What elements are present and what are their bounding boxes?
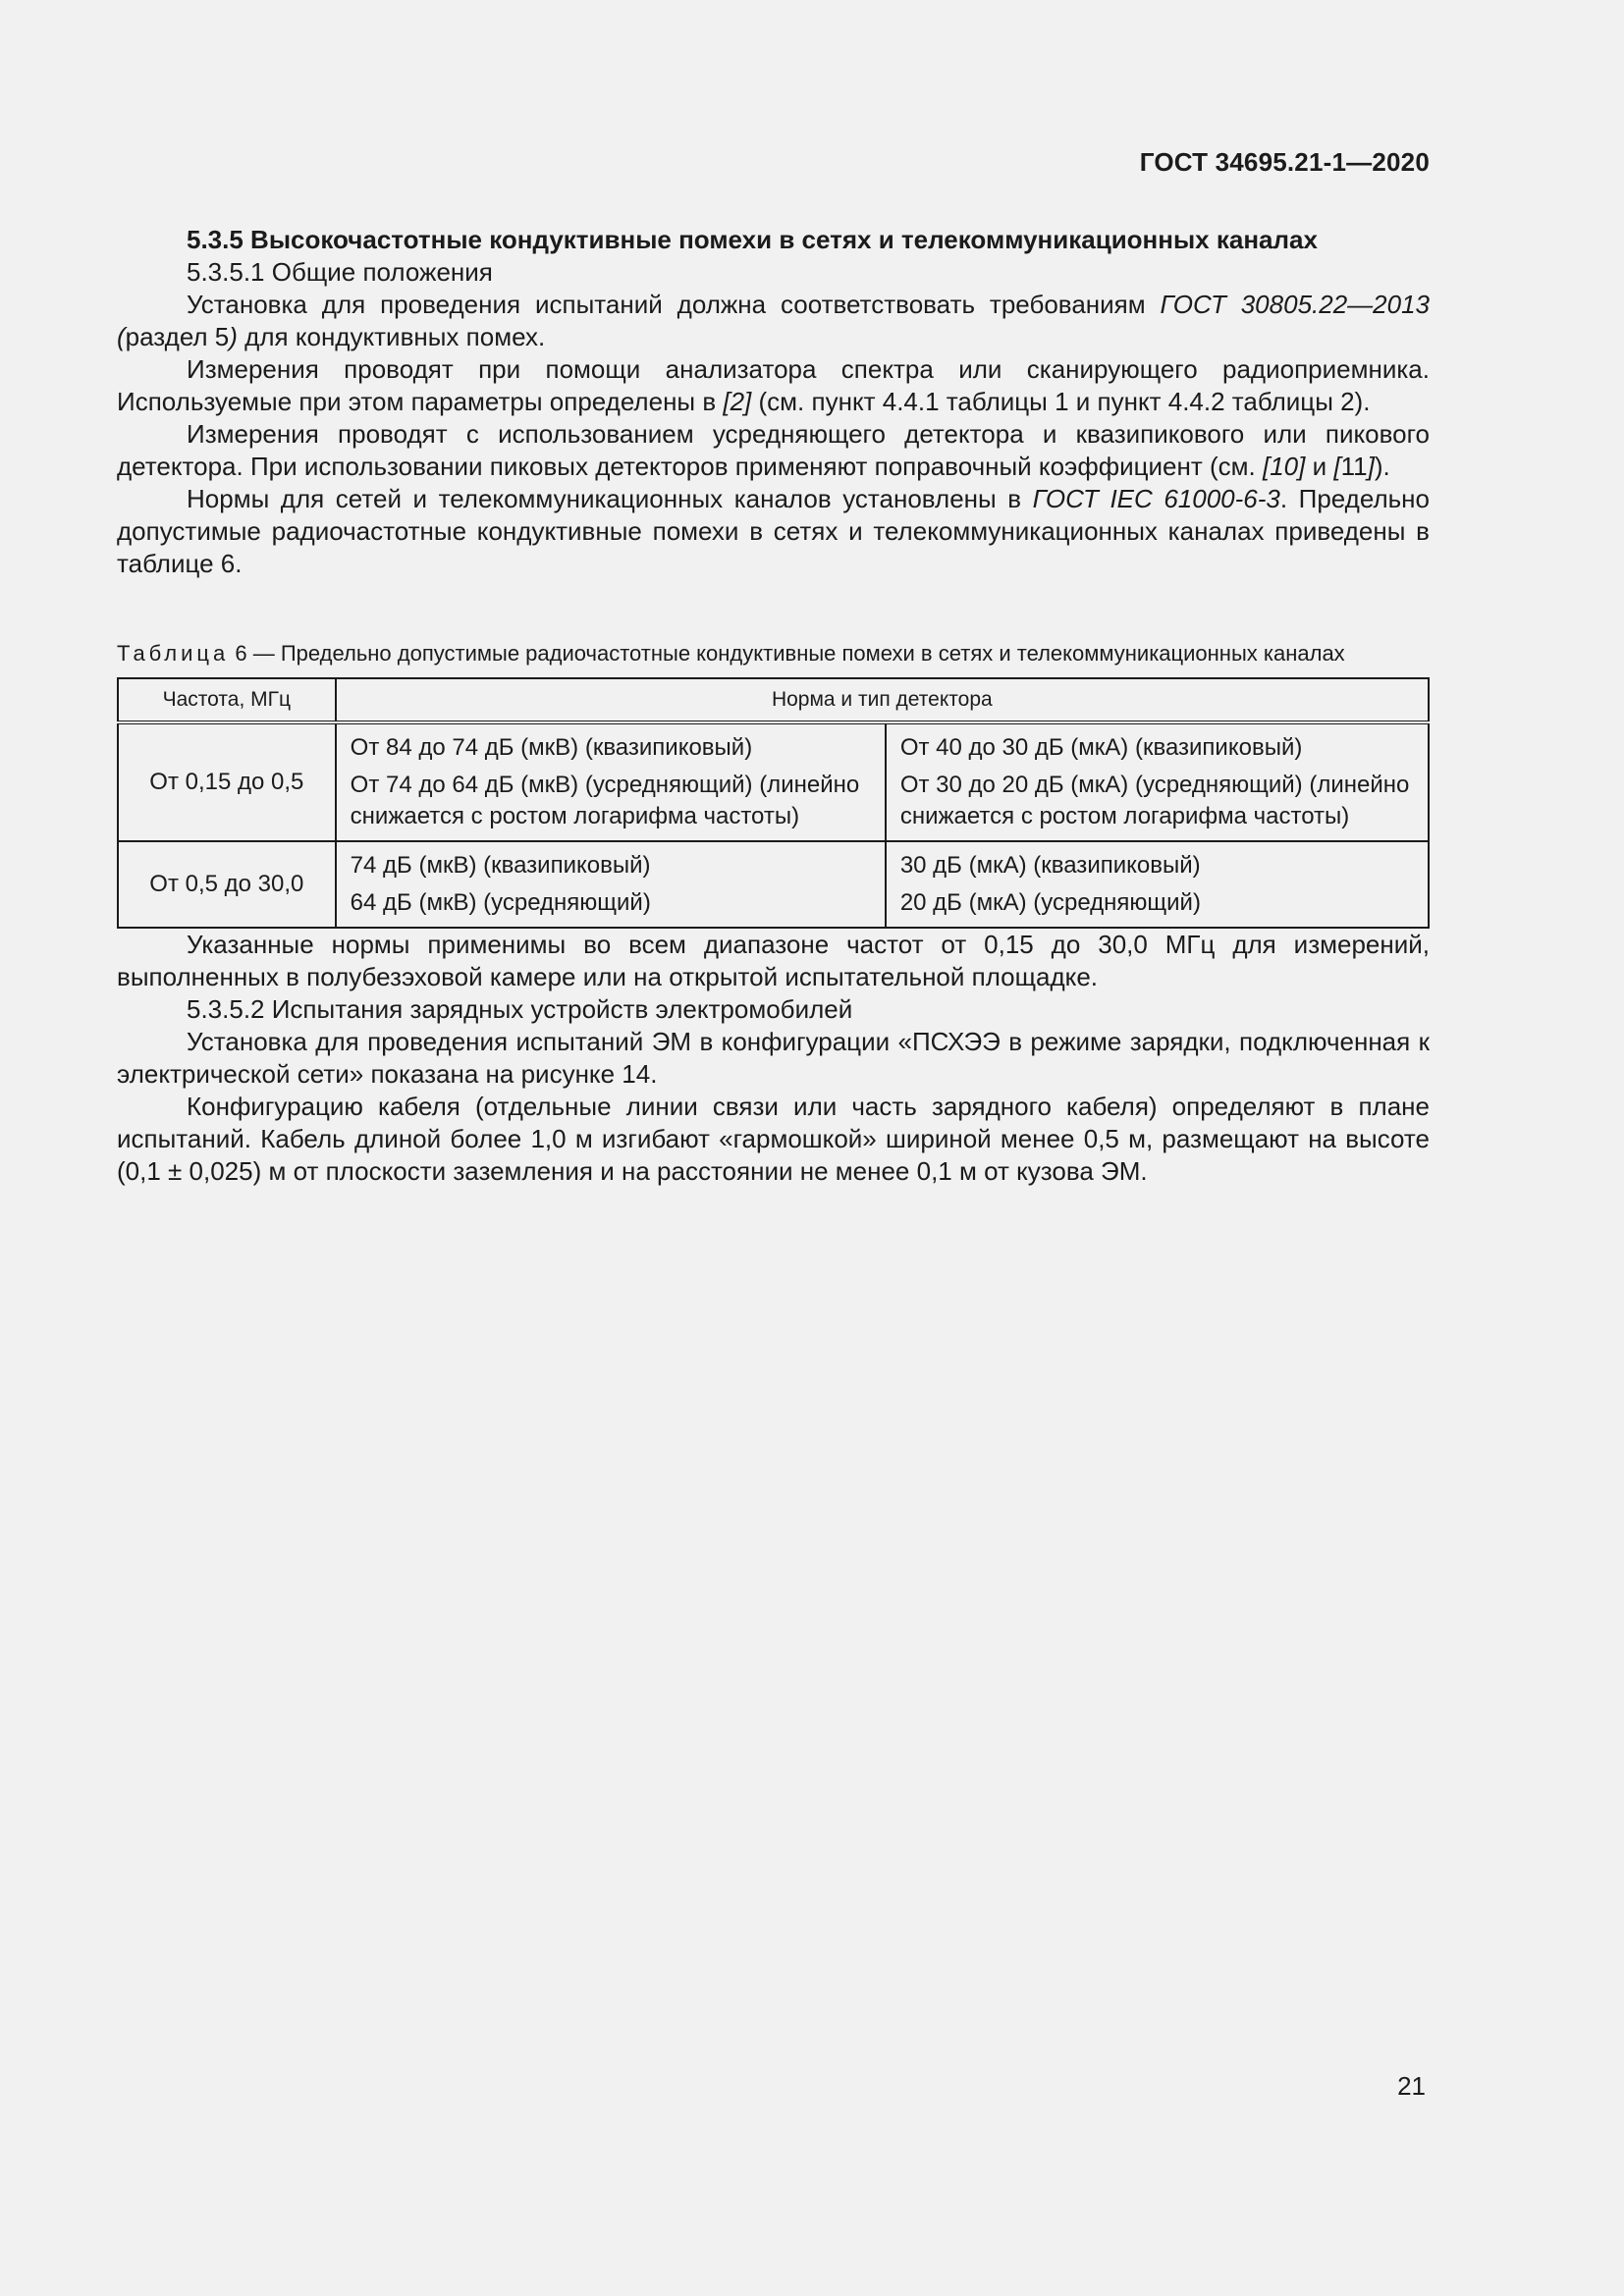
table-cell-voltage: От 84 до 74 дБ (мкВ) (квазипиковый) От 74 до 64 дБ (мкВ) (усредняющий) (линейно снижается с ростом логарифма частоты) (336, 722, 886, 841)
paragraph-applicability: Указанные нормы применимы во всем диапазоне частот от 0,15 до 30,0 МГц для измерений, выполненных в полубезэховой камере или на открытой испытательной площадке. (117, 930, 1430, 991)
page-number: 21 (1397, 2071, 1426, 2101)
subsection-heading: 5.3.5.1 Общие положения (187, 257, 493, 287)
paragraph-detectors: Измерения проводят с использованием усредняющего детектора и квазипикового или пикового детектора. При использовании пиковых детекторов применяют поправочный коэффициент (см. [10] и [11]). (117, 419, 1430, 481)
paragraph-cable-config: Конфигурацию кабеля (отдельные линии связи или часть зарядного кабеля) определяют в плане испытаний. Кабель длиной более 1,0 м изгибают «гармошкой» шириной менее 0,5 м, размещают на высоте (0,1 ± 0,025) м от плоскости заземления и на расстоянии не менее 0,1 м от кузова ЭМ. (117, 1092, 1430, 1186)
paragraph-norms: Нормы для сетей и телекоммуникационных каналов установлены в ГОСТ IEC 61000-6-3. Предельно допустимые радиочастотные кондуктивные помехи в сетях и телекоммуникационных каналах приведены в таблице 6. (117, 484, 1430, 578)
page-content (117, 224, 1430, 1188)
table-cell-current: От 40 до 30 дБ (мкА) (квазипиковый) От 30 до 20 дБ (мкА) (усредняющий) (линейно снижается с ростом логарифма частоты) (886, 722, 1429, 841)
paragraph-measurement: Измерения проводят при помощи анализатора спектра или сканирующего радиоприемника. Используемые при этом параметры определены в [2] (см. пункт 4.4.1 таблицы 1 и пункт 4.4.2 таблицы 2). (117, 354, 1430, 416)
table-header-row (118, 678, 1429, 722)
table-row (118, 841, 1429, 928)
table-cell-current: 30 дБ (мкА) (квазипиковый) 20 дБ (мкА) (усредняющий) (886, 841, 1429, 928)
paragraph-charging-setup: Установка для проведения испытаний ЭМ в конфигурации «ПСХЭЭ в режиме зарядки, подключенная к электрической сети» показана на рисунке 14. (117, 1027, 1430, 1089)
section-heading: 5.3.5 Высокочастотные кондуктивные помехи в сетях и телекоммуникационных каналах (187, 225, 1318, 254)
norms-table (117, 677, 1430, 929)
paragraph-setup: Установка для проведения испытаний должна соответствовать требованиям ГОСТ 30805.22—2013 (раздел 5) для кондуктивных помех. (117, 290, 1431, 351)
table-cell-frequency: От 0,5 до 30,0 (118, 841, 336, 928)
header-norm: Норма и тип детектора (336, 678, 1429, 722)
document-code: ГОСТ 34695.21-1—2020 (1139, 147, 1430, 177)
table-cell-frequency: От 0,15 до 0,5 (118, 722, 336, 841)
table-cell-voltage: 74 дБ (мкВ) (квазипиковый) 64 дБ (мкВ) (усредняющий) (336, 841, 886, 928)
header-frequency: Частота, МГц (118, 678, 336, 722)
table-caption: Таблица 6 — Предельно допустимые радиочастотные кондуктивные помехи в сетях и телекоммуникационных каналах (117, 641, 1345, 666)
table-row (118, 722, 1429, 841)
subsection-heading-2: 5.3.5.2 Испытания зарядных устройств электромобилей (187, 994, 853, 1024)
